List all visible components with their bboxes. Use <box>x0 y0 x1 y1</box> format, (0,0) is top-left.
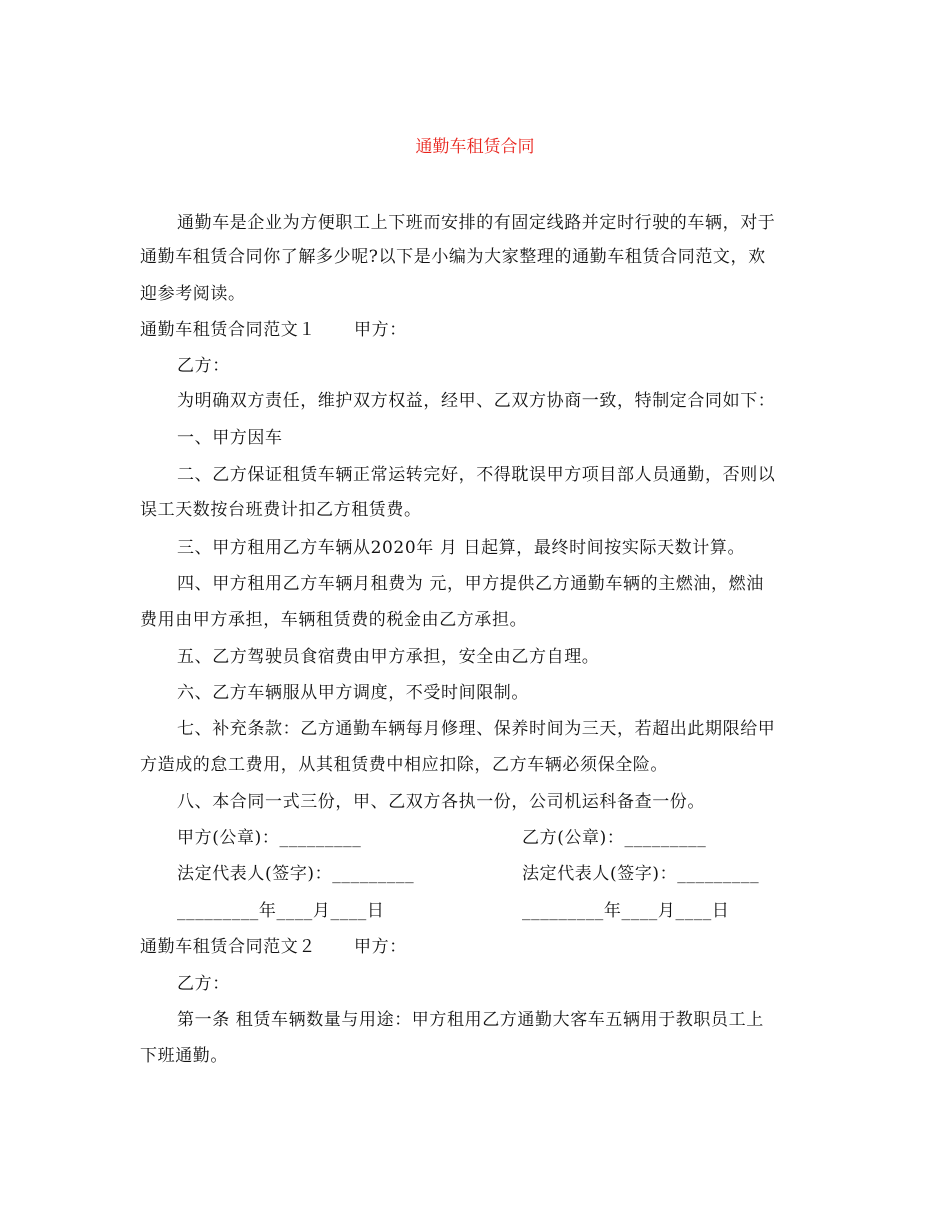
article-1-line-2: 下班通勤。 <box>140 1046 228 1066</box>
sample1-heading: 通勤车租赁合同范文１ <box>140 320 316 340</box>
sample2-party-a: 甲方： <box>354 937 407 957</box>
clause-2-line-2: 误工天数按台班费计扣乙方租赁费。 <box>140 500 422 520</box>
clause-6: 六、乙方车辆服从甲方调度，不受时间限制。 <box>177 683 529 703</box>
clause-2-line-1: 二、乙方保证租赁车辆正常运转完好，不得耽误甲方项目部人员通勤，否则以 <box>177 465 776 485</box>
intro-line-1: 通勤车是企业为方便职工上下班而安排的有固定线路并定时行驶的车辆，对于 <box>177 213 776 233</box>
party-b-date-field: _________年____月____日 <box>522 901 730 921</box>
sample1-party-b: 乙方： <box>177 356 230 376</box>
clause-5: 五、乙方驾驶员食宿费由甲方承担，安全由乙方自理。 <box>177 647 600 667</box>
document-title: 通勤车租赁合同 <box>415 137 535 157</box>
clause-7-line-2: 方造成的怠工费用，从其租赁费中相应扣除，乙方车辆必须保全险。 <box>140 755 668 775</box>
clause-4-line-1: 四、甲方租用乙方车辆月租费为 元，甲方提供乙方通勤车辆的主燃油，燃油 <box>177 574 764 594</box>
sample2-heading-row <box>140 936 820 958</box>
intro-line-3: 迎参考阅读。 <box>140 284 246 304</box>
clause-3: 三、甲方租用乙方车辆从2020年 月 日起算，最终时间按实际天数计算。 <box>177 538 746 558</box>
clause-7-line-1: 七、补充条款：乙方通勤车辆每月修理、保养时间为三天，若超出此期限给甲 <box>177 719 776 739</box>
clause-8: 八、本合同一式三份，甲、乙双方各执一份，公司机运科备查一份。 <box>177 792 705 812</box>
party-a-representative-field: 法定代表人(签字)：_________ <box>177 864 415 884</box>
party-b-seal-field: 乙方(公章)：_________ <box>522 828 707 848</box>
article-1-line-1: 第一条 租赁车辆数量与用途：甲方租用乙方通勤大客车五辆用于教职员工上 <box>177 1010 764 1030</box>
intro-line-2: 通勤车租赁合同你了解多少呢?以下是小编为大家整理的通勤车租赁合同范文，欢 <box>140 247 766 267</box>
clause-1: 一、甲方因车 <box>177 428 283 448</box>
sample1-preamble: 为明确双方责任，维护双方权益，经甲、乙双方协商一致，特制定合同如下： <box>177 391 776 411</box>
sample2-party-b: 乙方： <box>177 974 230 994</box>
sample1-party-a: 甲方： <box>354 320 407 340</box>
sample2-heading: 通勤车租赁合同范文２ <box>140 937 316 957</box>
sample1-heading-row <box>140 319 820 341</box>
party-b-representative-field: 法定代表人(签字)：_________ <box>522 864 760 884</box>
party-a-seal-field: 甲方(公章)：_________ <box>177 828 362 848</box>
party-a-date-field: _________年____月____日 <box>177 901 385 921</box>
clause-4-line-2: 费用由甲方承担，车辆租赁费的税金由乙方承担。 <box>140 610 528 630</box>
